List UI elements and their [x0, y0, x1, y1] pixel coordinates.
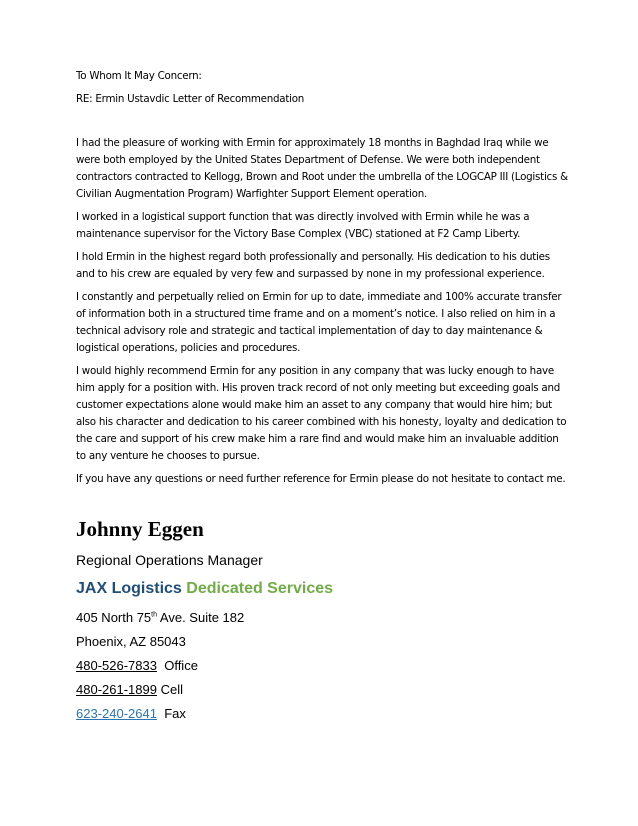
salutation: To Whom It May Concern: — [76, 70, 202, 82]
spacer — [76, 114, 568, 135]
paragraph-6: If you have any questions or need further reference for Ermin please do not hesitate to contact me. — [76, 473, 566, 485]
subject-line: RE: Ermin Ustavdic Letter of Recommendation — [76, 93, 305, 105]
address-suffix: Ave. Suite 182 — [157, 610, 245, 625]
company-name-secondary: Dedicated Services — [186, 580, 334, 597]
paragraph-1: I had the pleasure of working with Ermin for approximately 18 months in Baghdad Iraq while we were both employed by the United States Department of Defense. We were both independent contractors contracted to Kellogg, Brown and Root under the umbrella of the LOGCAP III (Logistics & Civilian Augmentation Program) Warfighter Support Element operation. — [76, 137, 568, 200]
cell-phone-label: Cell — [160, 682, 183, 697]
cell-phone-number[interactable]: 480-261-1899 — [76, 682, 157, 697]
office-phone-number[interactable]: 480-526-7833 — [76, 658, 157, 673]
street-address — [76, 610, 568, 626]
city-state-zip: Phoenix, AZ 85043 — [76, 634, 186, 649]
address-prefix: 405 North 75 — [76, 610, 152, 625]
office-phone — [76, 658, 568, 674]
company-name — [76, 579, 568, 599]
signer-name: Johnny Eggen — [76, 517, 204, 541]
paragraph-4: I constantly and perpetually relied on Ermin for up to date, immediate and 100% accurate transfer of information both in a structured time frame and on a moment’s notice. I also relied on him in a technical advisory role and strategic and tactical implementation of day to day maintenance & logistical operations, policies and procedures. — [76, 291, 562, 354]
fax-line — [76, 706, 568, 722]
paragraph-5: I would highly recommend Ermin for any position in any company that was lucky enough to have him apply for a position with. His proven track record of not only meeting but exceeding goals and customer expectations alone would make him an asset to any company that would hire him; but also his character and dedication to his career combined with his honesty, loyalty and dedication to the care and support of his crew make him a rare find and would make him an invaluable addition to any venture he chooses to pursue. — [76, 365, 567, 462]
letter-body — [76, 68, 568, 488]
signature-block — [76, 516, 568, 722]
office-phone-label: Office — [164, 658, 198, 673]
fax-label: Fax — [164, 706, 186, 721]
fax-number-link[interactable]: 623-240-2641 — [76, 706, 157, 721]
letter-page — [76, 68, 568, 730]
paragraph-3: I hold Ermin in the highest regard both professionally and personally. His dedication to his duties and to his crew are equaled by very few and surpassed by none in my professional experience. — [76, 251, 550, 280]
signer-title: Regional Operations Manager — [76, 552, 263, 568]
company-name-primary: JAX Logistics — [76, 580, 182, 597]
paragraph-2: I worked in a logistical support function that was directly involved with Ermin while he was a maintenance supervisor for the Victory Base Complex (VBC) stationed at F2 Camp Liberty. — [76, 211, 530, 240]
cell-phone — [76, 682, 568, 698]
address-ordinal: th — [151, 611, 158, 619]
